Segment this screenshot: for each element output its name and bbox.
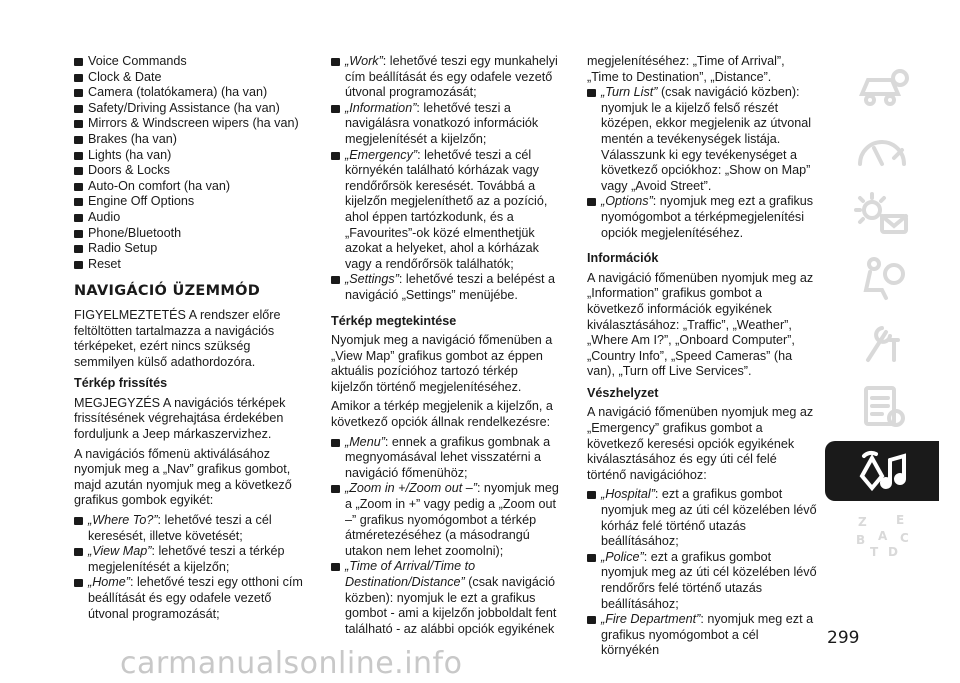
list-item-label: Brakes (ha van): [88, 131, 177, 146]
subheading-information: Információk: [587, 251, 659, 266]
bullet-settings: „Settings”: lehetővé teszi a belépést a navigáció „Settings” menüjébe.: [331, 272, 563, 303]
bullet-square-icon: [587, 616, 596, 624]
list-item-label: Clock & Date: [88, 69, 162, 84]
information-paragraph: A navigáció főmenüben nyomjuk meg az „Information” grafikus gombot a következő információk egyikének kiválasztásához: „Traffic”, „Weather”, „Where Am I?”, „Onboard Computer”, „Country Info”, „Speed Cameras” (ha van), „Turn off Live Services”.: [587, 270, 814, 379]
index-letter: T: [870, 545, 879, 558]
list-item-label: Auto-On comfort (ha van): [88, 178, 231, 193]
bullet-square-icon: [331, 276, 340, 284]
bullet-information: „Information”: lehetővé teszi a navigálásra vonatkozó információk megjelenítését a kijelzőn;: [331, 101, 563, 148]
bullet-square-icon: [74, 517, 83, 525]
column-2: [331, 54, 563, 637]
index-letters-icon: [852, 512, 912, 558]
bullet-where-to: „Where To?”: lehetővé teszi a cél keresését, illetve követését;: [74, 513, 306, 544]
index-letter: C: [900, 531, 909, 545]
list-item-label: Radio Setup: [88, 241, 158, 256]
bullet-square-icon: [331, 563, 340, 571]
bullet-square-icon: [331, 152, 340, 160]
index-letter: Z: [858, 515, 867, 529]
list-item-label: Engine Off Options: [88, 194, 195, 209]
column-1: [74, 54, 306, 622]
settings-menu-list: [74, 54, 306, 272]
tab-index[interactable]: [825, 505, 939, 565]
tools-icon: [852, 320, 912, 366]
chapter-tabs: [825, 57, 939, 569]
bullet-square-icon: [74, 120, 83, 128]
watermark: carmanualsonline.info: [120, 646, 463, 681]
warning-paragraph: FIGYELMEZTETÉS A rendszer előre feltöltötten tartalmazza a navigációs térképeket, ezért nincs szükség semmilyen külső adathordozóra.: [74, 307, 281, 369]
list-item: [74, 257, 306, 273]
lights-message-icon: [852, 192, 912, 238]
list-item: [74, 116, 306, 132]
index-letter: D: [888, 545, 898, 558]
list-item: [74, 194, 306, 210]
list-item-label: Reset: [88, 256, 121, 271]
list-item-label: Doors & Locks: [88, 163, 170, 178]
bullet-square-icon: [331, 105, 340, 113]
bullet-turn-list: „Turn List” (csak navigáció közben): nyomjuk le a kijelző felső részét középen, ekkor megjelenik az útvonal mentén a tevékenységek listája. Válasszunk ki egy tevékenységet a következő opciókhoz: „Show on Map” vagy „Avoid Street”.: [587, 85, 819, 194]
list-item: [74, 85, 306, 101]
bullet-square-icon: [74, 58, 83, 66]
bullet-square-icon: [587, 198, 596, 206]
document-list-icon: [852, 384, 912, 430]
list-item-label: Camera (tolatókamera) (ha van): [88, 85, 268, 100]
continued-paragraph: megjelenítéséhez: „Time of Arrival”, „Time to Destination”, „Distance”.: [587, 54, 785, 84]
airbag-seat-icon: [852, 256, 912, 302]
bullet-square-icon: [74, 105, 83, 113]
bullet-square-icon: [74, 152, 83, 160]
tab-document-list[interactable]: [825, 377, 939, 437]
list-item: [74, 132, 306, 148]
options-paragraph: Amikor a térkép megjelenik a kijelzőn, a következő opciók állnak rendelkezésre:: [331, 399, 553, 430]
bullet-square-icon: [74, 230, 83, 238]
index-letter: A: [878, 529, 888, 543]
bullet-square-icon: [74, 579, 83, 587]
list-item: [74, 148, 306, 164]
bullet-time-of-arrival: „Time of Arrival/Time to Destination/Distance” (csak navigáció közben): nyomjuk le ezt a grafikus gombot - ami a kijelzőn jobboldalt fent található - az alábbi opciók egyikének: [331, 559, 563, 637]
bullet-square-icon: [74, 245, 83, 253]
list-item: [74, 70, 306, 86]
bullet-square-icon: [587, 89, 596, 97]
tab-car-info[interactable]: [825, 57, 939, 117]
bullet-square-icon: [74, 261, 83, 269]
bullet-hospital: „Hospital”: ezt a grafikus gombot nyomjuk meg az úti cél közelében lévő kórház felé történő utazás beállításához;: [587, 487, 819, 549]
bullet-emergency: „Emergency”: lehetővé teszi a cél környékén található kórházak vagy rendőrőrsök keresését. Továbbá a kijelzőn megjeleníthető az a pozíció, ahol éppen tartózkodunk, és a „Favourites”-ok közé elmenthetjük azokat a helyeket, ahol a kórházak vagy a rendőrőrsök találhatók;: [331, 148, 563, 273]
bullet-menu: „Menu”: ennek a grafikus gombnak a megnyomásával lehet visszatérni a navigáció főmenühöz;: [331, 435, 563, 482]
view-map-paragraph: Nyomjuk meg a navigáció főmenüben a „View Map” grafikus gombot az éppen aktuális pozícióhoz tartozó térkép kijelzőn történő megjelenítéséhez.: [331, 333, 553, 394]
bullet-square-icon: [74, 183, 83, 191]
bullet-square-icon: [74, 89, 83, 97]
bullet-square-icon: [331, 58, 340, 66]
dashboard-warning-icon: [852, 128, 912, 174]
bullet-fire-department: „Fire Department”: nyomjuk meg ezt a grafikus nyomógombot a cél környékén: [587, 612, 819, 659]
bullet-zoom: „Zoom in +/Zoom out –”: nyomjuk meg a „Zoom in +” vagy pedig a „Zoom out –” grafikus nyomógombot a térkép átméretezéséhez (a másodrangú utakon nem lehet zoomolni);: [331, 481, 563, 559]
list-item: [74, 179, 306, 195]
tab-airbag-seat[interactable]: [825, 249, 939, 309]
list-item-label: Lights (ha van): [88, 147, 172, 162]
note-paragraph: MEGJEGYZÉS A navigációs térképek frissítésének végrehajtása érdekében forduljunk a Jeep márkaszervizhez.: [74, 395, 286, 442]
car-info-icon: [852, 64, 912, 110]
list-item-label: Audio: [88, 209, 121, 224]
subheading-emergency: Vészhelyzet: [587, 385, 659, 400]
bullet-options: „Options”: nyomjuk meg ezt a grafikus nyomógombot a térképmegjelenítési opciók megjelenítéséhez.: [587, 194, 819, 241]
intro-paragraph: A navigációs főmenü aktiválásához nyomjuk meg a „Nav” grafikus gombot, majd azután nyomjuk meg a következő grafikus gombok egyikét:: [74, 446, 292, 508]
list-item-label: Safety/Driving Assistance (ha van): [88, 100, 280, 115]
index-letter: B: [856, 533, 866, 547]
multimedia-icon: [852, 448, 912, 494]
page-number: 299: [827, 628, 860, 648]
list-item-label: Voice Commands: [88, 54, 187, 68]
list-item: [74, 101, 306, 117]
tab-dashboard-warning[interactable]: [825, 121, 939, 181]
bullet-work: „Work”: lehetővé teszi egy munkahelyi cím beállítását és egy odafele vezető útvonal programozását;: [331, 54, 563, 101]
section-title: NAVIGÁCIÓ ÜZEMMÓD: [74, 283, 261, 300]
bullet-square-icon: [587, 554, 596, 562]
emergency-paragraph: A navigáció főmenüben nyomjuk meg az „Emergency” grafikus gombot a következő keresési opciók egyikének kiválasztásához és egy úti cél felé történő navigációhoz:: [587, 405, 814, 482]
list-item: [74, 241, 306, 257]
bullet-police: „Police”: ezt a grafikus gombot nyomjuk meg az úti cél közelében lévő rendőrőrs felé történő utazás beállításához;: [587, 550, 819, 612]
bullet-square-icon: [74, 214, 83, 222]
list-item: [74, 54, 306, 70]
bullet-square-icon: [74, 198, 83, 206]
bullet-square-icon: [331, 485, 340, 493]
index-letter: E: [896, 513, 905, 527]
tab-lights-message[interactable]: [825, 185, 939, 245]
subheading-map-update: Térkép frissítés: [74, 376, 168, 391]
bullet-square-icon: [74, 136, 83, 144]
tab-multimedia[interactable]: [825, 441, 939, 501]
bullet-square-icon: [331, 439, 340, 447]
bullet-home: „Home”: lehetővé teszi egy otthoni cím beállítását és egy odafele vezető útvonal programozását;: [74, 575, 306, 622]
list-item-label: Phone/Bluetooth: [88, 225, 182, 240]
subheading-view-map: Térkép megtekintése: [331, 313, 457, 328]
bullet-square-icon: [74, 74, 83, 82]
list-item-label: Mirrors & Windscreen wipers (ha van): [88, 116, 299, 131]
list-item: [74, 226, 306, 242]
bullet-square-icon: [74, 548, 83, 556]
bullet-square-icon: [587, 491, 596, 499]
list-item: [74, 163, 306, 179]
column-3: [587, 54, 819, 659]
bullet-view-map: „View Map”: lehetővé teszi a térkép megjelenítését a kijelzőn;: [74, 544, 306, 575]
tab-tools[interactable]: [825, 313, 939, 373]
bullet-square-icon: [74, 167, 83, 175]
list-item: [74, 210, 306, 226]
